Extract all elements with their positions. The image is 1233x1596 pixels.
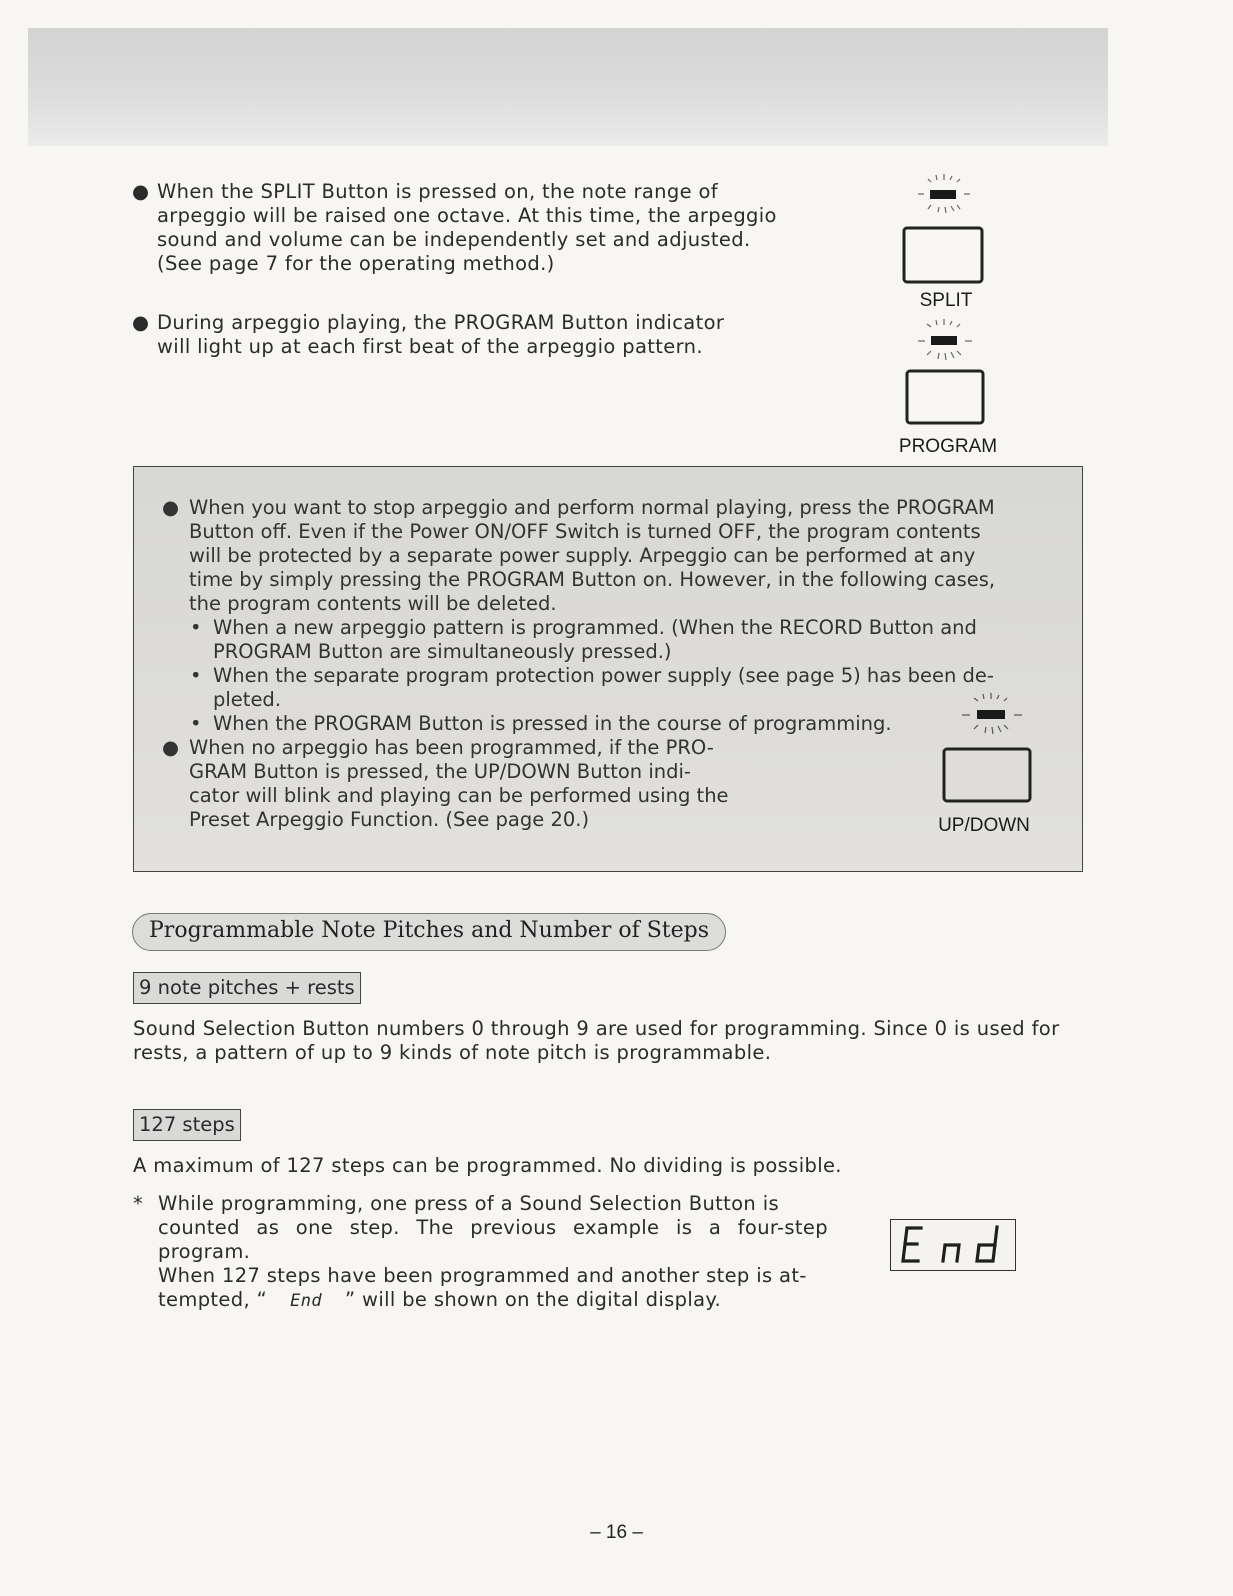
program-indicator-icon	[885, 315, 1005, 435]
pitches-line: Sound Selection Button numbers 0 through 9 are used for programming. Since 0 is used for	[133, 1017, 1060, 1040]
sub-dot: •	[190, 664, 202, 687]
note-line: the program contents will be deleted.	[189, 592, 557, 615]
note-dot: ●	[162, 496, 180, 519]
note-line: When the PROGRAM Button is pressed in the course of programming.	[213, 712, 892, 735]
steps-note-quote-close: ” will be shown on the digital display.	[345, 1288, 722, 1311]
updown-indicator	[932, 689, 1052, 809]
note-dot: ●	[162, 736, 180, 759]
note-line: When a new arpeggio pattern is programmed. (When the RECORD Button and	[213, 616, 977, 639]
section-title: Programmable Note Pitches and Number of Steps	[132, 913, 726, 951]
updown-label: UP/DOWN	[938, 815, 1030, 836]
header-band	[28, 28, 1108, 146]
program-indicator	[885, 315, 1005, 425]
bullet-split	[132, 180, 782, 276]
note-line: pleted.	[213, 688, 282, 711]
split-label: SPLIT	[919, 290, 973, 311]
bullet-line: sound and volume can be independently set and adjusted.	[157, 228, 751, 251]
pitches-tag: 9 note pitches + rests	[133, 972, 361, 1004]
bullet-dot: ●	[132, 311, 150, 334]
program-label: PROGRAM	[898, 436, 998, 457]
bullet-line: arpeggio will be raised one octave. At this time, the arpeggio	[157, 204, 777, 227]
note-line: will be protected by a separate power supply. Arpeggio can be performed at any	[189, 544, 976, 567]
note-line: When the separate program protection power supply (see page 5) has been de-	[213, 664, 994, 687]
pitches-line: rests, a pattern of up to 9 kinds of note pitch is programmable.	[133, 1041, 772, 1064]
steps-note-line-last	[158, 1288, 828, 1313]
bullet-program	[132, 311, 782, 359]
note-line: PROGRAM Button are simultaneously pressed.)	[213, 640, 672, 663]
sub-dot: •	[190, 616, 202, 639]
note-line: Preset Arpeggio Function. (See page 20.)	[189, 808, 590, 831]
steps-tag: 127 steps	[133, 1109, 241, 1141]
bullet-line: When the SPLIT Button is pressed on, the note range of	[157, 180, 719, 203]
steps-line: A maximum of 127 steps can be programmed. No dividing is possible.	[133, 1154, 842, 1177]
updown-indicator-icon	[932, 689, 1052, 809]
pitches-paragraph	[133, 1017, 1093, 1065]
digital-display	[890, 1219, 1016, 1271]
steps-note-line: When 127 steps have been programmed and another step is at-	[158, 1264, 807, 1287]
steps-note	[158, 1192, 828, 1313]
note-box	[133, 466, 1083, 872]
note-line: cator will blink and playing can be performed using the	[189, 784, 729, 807]
asterisk-mark: *	[133, 1192, 144, 1215]
note-line: time by simply pressing the PROGRAM Button on. However, in the following cases,	[189, 568, 996, 591]
split-indicator-icon	[884, 170, 1004, 290]
steps-note-line: counted as one step. The previous example is a four-step program.	[158, 1216, 828, 1263]
bullet-dot: ●	[132, 180, 150, 203]
inline-display-text: End	[290, 1291, 322, 1311]
bullet-line: will light up at each first beat of the arpeggio pattern.	[157, 335, 703, 358]
split-indicator	[884, 170, 1004, 280]
note-line: GRAM Button is pressed, the UP/DOWN Button indi-	[189, 760, 691, 783]
steps-note-line: While programming, one press of a Sound Selection Button is	[158, 1192, 779, 1215]
steps-note-quote-open: tempted, “	[158, 1288, 268, 1311]
bullet-line: (See page 7 for the operating method.)	[157, 252, 555, 275]
note-line: Button off. Even if the Power ON/OFF Switch is turned OFF, the program contents	[189, 520, 981, 543]
sub-dot: •	[190, 712, 202, 735]
note-line: When you want to stop arpeggio and perform normal playing, press the PROGRAM	[189, 496, 995, 519]
bullet-line: During arpeggio playing, the PROGRAM Button indicator	[157, 311, 725, 334]
page-number: – 16 –	[590, 1522, 643, 1543]
display-end-glyphs	[891, 1220, 1015, 1270]
note-line: When no arpeggio has been programmed, if the PRO-	[189, 736, 714, 759]
